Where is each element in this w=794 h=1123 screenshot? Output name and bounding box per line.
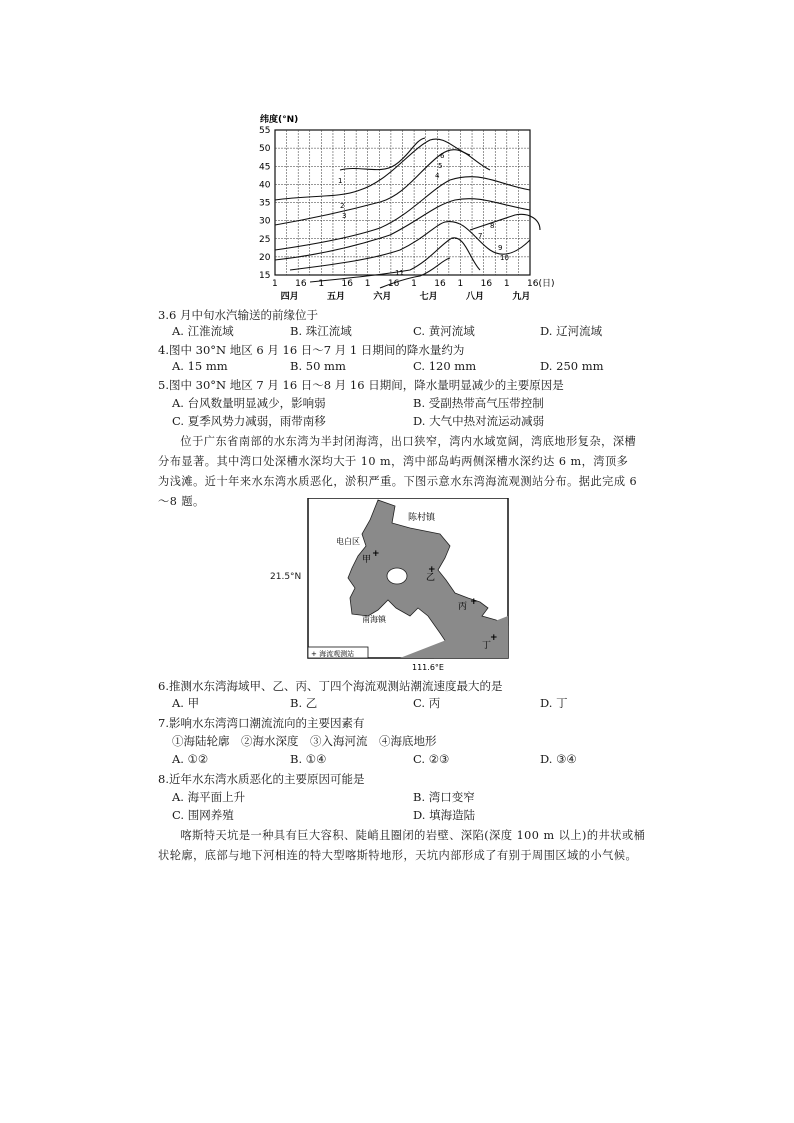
station-marker-icon: + [428, 565, 436, 575]
contour-label: 4 [435, 172, 440, 180]
lat-label: 21.5°N [270, 572, 302, 582]
contour-label: 7 [478, 232, 483, 240]
x-tick-label: 1 [457, 279, 464, 289]
contour-label: 10 [500, 254, 509, 262]
y-tick-label: 55 [259, 126, 271, 136]
q8-stem: 8.近年水东湾水质恶化的主要原因可能是 [158, 772, 365, 786]
q5-option-b[interactable]: B. 受副热带高气压带控制 [413, 396, 544, 410]
y-tick-labels [259, 126, 271, 281]
q8-option-b[interactable]: B. 湾口变窄 [413, 790, 475, 804]
month-label: 五月 [326, 292, 345, 302]
q7-factors: ①海陆轮廓 ②海水深度 ③入海河流 ④海底地形 [172, 734, 437, 748]
q4-stem: 4.图中 30°N 地区 6 月 16 日～7 月 1 日期间的降水量约为 [158, 343, 465, 357]
x-tick-label: 1 [364, 279, 371, 289]
passage-bay: 位于广东省南部的水东湾为半封闭海湾，出口狭窄，湾内水域宽阔，湾底地形复杂，深槽分布显著。其中湾口处深槽水深均大于 10 m，湾中部岛屿两侧深槽水深约达 6 m，湾顶多为浅滩。近十年来水东湾水质恶化，淤积严重。下图示意水东湾海流观测站分布。据此完成 6～8 题。 [158, 435, 638, 508]
x-tick-label: 1 [318, 279, 325, 289]
x-tick-label: 16 [387, 279, 400, 289]
q4-option-c[interactable]: C. 120 mm [413, 359, 477, 373]
q5-option-a[interactable]: A. 台风数量明显减少，影响弱 [172, 396, 326, 410]
legend-label: + 海流观测站 [311, 650, 355, 658]
chart-grid [275, 130, 530, 275]
month-label: 四月 [280, 292, 299, 302]
x-tick-labels [272, 278, 554, 289]
q6-option-b[interactable]: B. 乙 [290, 696, 318, 710]
contour-label: 5 [438, 162, 443, 170]
q4-option-d[interactable]: D. 250 mm [540, 359, 604, 373]
contour-chart-svg [230, 110, 560, 305]
x-tick-label: 1 [503, 279, 510, 289]
q7-option-b[interactable]: B. ①④ [290, 752, 327, 766]
bay-map-svg [300, 498, 540, 676]
chart-ylabel: 纬度(°N) [260, 115, 299, 125]
month-label: 六月 [373, 292, 392, 302]
q6-option-d[interactable]: D. 丁 [540, 696, 568, 710]
island [387, 568, 407, 584]
y-tick-label: 40 [259, 180, 271, 191]
y-tick-label: 35 [259, 198, 271, 209]
station-a-label: 甲 [362, 555, 372, 565]
x-tick-label: 16 [341, 279, 353, 289]
contour-label: 2 [340, 202, 345, 210]
q4-option-a[interactable]: A. 15 mm [172, 359, 228, 373]
month-labels [281, 290, 531, 302]
y-tick-label: 20 [259, 252, 271, 263]
x-tick-label: 16 [434, 279, 446, 289]
q6-stem: 6.推测水东湾海域甲、乙、丙、丁四个海流观测站潮流速度最大的是 [158, 679, 503, 693]
station-d-label: 丁 [482, 641, 492, 651]
month-label: 七月 [419, 292, 438, 302]
q5-option-d[interactable]: D. 大气中热对流运动减弱 [413, 414, 545, 428]
q6-option-c[interactable]: C. 丙 [413, 696, 441, 710]
y-tick-label: 30 [259, 216, 271, 227]
y-tick-label: 15 [259, 271, 271, 281]
x-tick-label: 1 [411, 279, 417, 289]
q6-option-a[interactable]: A. 甲 [172, 696, 200, 710]
station-marker-icon: + [490, 633, 498, 643]
precipitation-contour-chart [230, 110, 560, 305]
contour-label: 9 [498, 244, 503, 252]
contour-lines [275, 138, 540, 288]
q5-stem: 5.图中 30°N 地区 7 月 16 日～8 月 16 日期间，降水量明显减少的主要原因是 [158, 378, 564, 392]
q3-option-d[interactable]: D. 辽河流域 [540, 324, 603, 338]
contour-label: 11 [395, 269, 404, 277]
y-tick-label: 25 [259, 234, 271, 245]
x-tick-label: 16 [295, 279, 307, 289]
contour-line [340, 138, 425, 170]
q8-option-d[interactable]: D. 填海造陆 [413, 808, 476, 822]
q3-option-c[interactable]: C. 黄河流域 [413, 324, 475, 338]
q8-option-a[interactable]: A. 海平面上升 [172, 790, 246, 804]
contour-label: 8 [490, 222, 495, 230]
x-tick-label: 16 [480, 279, 493, 289]
q4-option-b[interactable]: B. 50 mm [290, 359, 346, 373]
passage-karst: 喀斯特天坑是一种具有巨大容积、陡峭且圈闭的岩壁、深陷(深度 100 m 以上)的井状或桶状轮廓，底部与地下河相连的特大型喀斯特地形，天坑内部形成了有别于周围区域的小气候。 [158, 829, 646, 862]
x-tick-label: 16(日) [527, 279, 555, 289]
contour-label: 1 [338, 177, 343, 185]
town-top-label: 陈村镇 [408, 513, 436, 523]
q7-option-c[interactable]: C. ②③ [413, 752, 450, 766]
station-b-label: 乙 [426, 573, 436, 583]
town-bottom-label: 南海镇 [362, 615, 386, 624]
y-tick-label: 45 [259, 162, 271, 173]
station-c-label: 丙 [458, 602, 468, 612]
contour-line [275, 150, 490, 225]
station-marker-icon: + [372, 549, 380, 559]
y-tick-label: 50 [259, 144, 271, 155]
q7-option-a[interactable]: A. ①② [172, 752, 209, 766]
q3-stem: 3.6 月中旬水汽输送的前缘位于 [158, 308, 318, 322]
bay-map [300, 498, 540, 676]
q3-option-b[interactable]: B. 珠江流域 [290, 324, 352, 338]
q7-stem: 7.影响水东湾湾口潮流流向的主要因素有 [158, 716, 365, 730]
contour-label: 3 [342, 212, 347, 220]
x-tick-label: 1 [272, 279, 278, 289]
contour-label: 6 [440, 152, 445, 160]
q3-option-a[interactable]: A. 江淮流域 [172, 324, 234, 338]
lon-label: 111.6°E [412, 663, 444, 672]
month-label: 八月 [466, 292, 485, 302]
district-label: 电白区 [336, 537, 360, 546]
q7-option-d[interactable]: D. ③④ [540, 752, 577, 766]
q5-option-c[interactable]: C. 夏季风势力减弱，雨带南移 [172, 414, 326, 428]
month-label: 九月 [512, 292, 531, 302]
contour-value-labels [338, 152, 509, 277]
q8-option-c[interactable]: C. 围网养殖 [172, 808, 234, 822]
station-marker-icon: + [470, 597, 478, 607]
